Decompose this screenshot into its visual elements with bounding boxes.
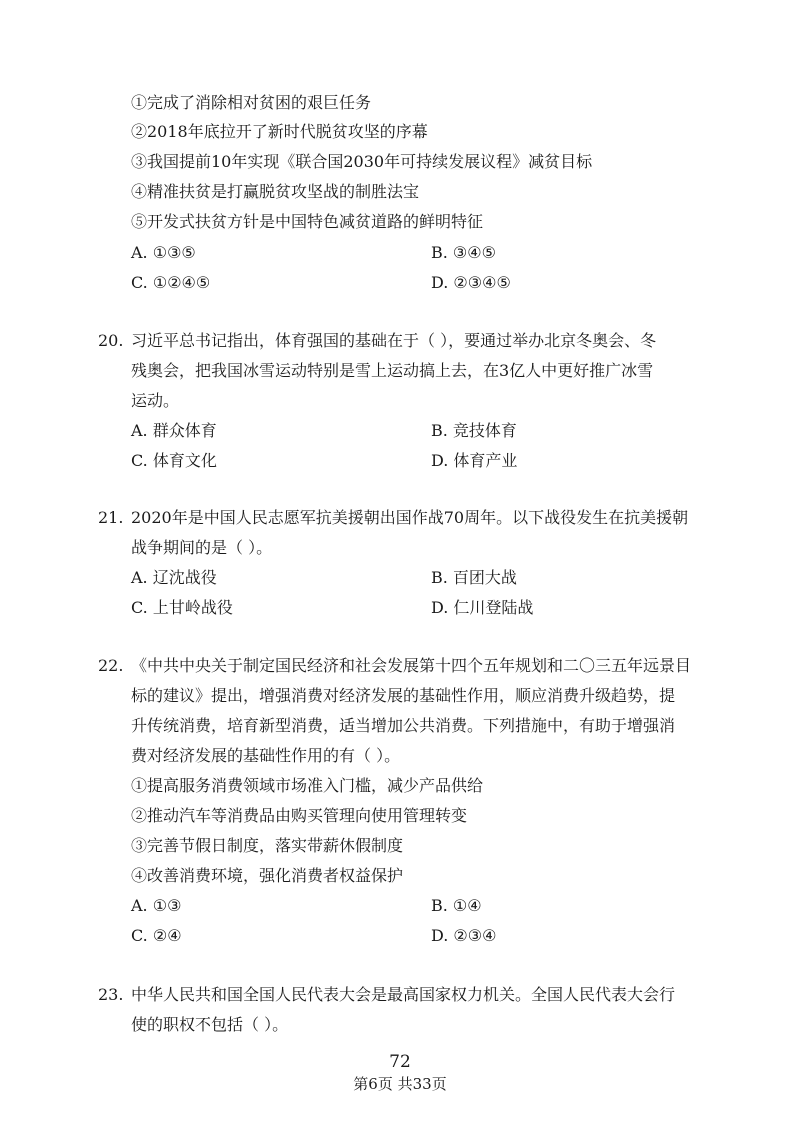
- option-b: B. 竞技体育: [431, 421, 517, 440]
- question-text: 中华人民共和国全国人民代表大会是最高国家权力机关。全国人民代表大会行: [131, 985, 676, 1004]
- question-text: 战争期间的是（ ）。: [131, 538, 273, 557]
- page-info: 第6页 共33页: [353, 1075, 447, 1093]
- option-c: C. 上甘岭战役: [131, 598, 233, 617]
- statement: ③我国提前10年实现《联合国2030年可持续发展议程》减贫目标: [131, 152, 593, 171]
- question-text: 《中共中央关于制定国民经济和社会发展第十四个五年规划和二〇三五年远景目: [131, 656, 692, 675]
- option-d: D. 体育产业: [431, 451, 518, 470]
- option-d: D. ②③④: [431, 926, 497, 945]
- statement: ①提高服务消费领域市场准入门槛，减少产品供给: [131, 776, 484, 795]
- statement: ⑤开发式扶贫方针是中国特色减贫道路的鲜明特征: [131, 212, 484, 231]
- question-number: 20.: [98, 331, 124, 350]
- option-b: B. 百团大战: [431, 568, 517, 587]
- option-c: C. ②④: [131, 926, 182, 945]
- page-number: 72: [389, 1052, 411, 1072]
- statement: ②2018年底拉开了新时代脱贫攻坚的序幕: [131, 122, 428, 141]
- option-b: B. ①④: [431, 896, 482, 915]
- question-text: 标的建议》提出，增强消费对经济发展的基础性作用，顺应消费升级趋势，提: [131, 686, 676, 705]
- question-text: 运动。: [131, 391, 180, 410]
- option-d: D. 仁川登陆战: [431, 598, 534, 617]
- option-c: C. 体育文化: [131, 451, 217, 470]
- question-number: 22.: [98, 656, 124, 675]
- statement: ③完善节假日制度，落实带薪休假制度: [131, 836, 404, 855]
- option-a: A. ①③: [131, 896, 182, 915]
- option-d: D. ②③④⑤: [431, 273, 511, 292]
- statement: ①完成了消除相对贫困的艰巨任务: [131, 93, 372, 112]
- question-text: 使的职权不包括（ ）。: [131, 1015, 289, 1034]
- question-text: 费对经济发展的基础性作用的有（ ）。: [131, 746, 401, 765]
- question-text: 升传统消费，培育新型消费，适当增加公共消费。下列措施中，有助于增强消: [131, 716, 676, 735]
- statement: ④精准扶贫是打赢脱贫攻坚战的制胜法宝: [131, 182, 420, 201]
- question-number: 21.: [98, 508, 124, 527]
- option-c: C. ①②④⑤: [131, 273, 211, 292]
- question-text: 残奥会，把我国冰雪运动特别是雪上运动搞上去，在3亿人中更好推广冰雪: [131, 361, 654, 380]
- option-a: A. 群众体育: [131, 421, 217, 440]
- option-a: A. 辽沈战役: [131, 568, 217, 587]
- statement: ④改善消费环境，强化消费者权益保护: [131, 866, 404, 885]
- option-a: A. ①③⑤: [131, 243, 196, 262]
- statement: ②推动汽车等消费品由购买管理向使用管理转变: [131, 806, 468, 825]
- question-number: 23.: [98, 985, 124, 1004]
- question-text: 2020年是中国人民志愿军抗美援朝出国作战70周年。以下战役发生在抗美援朝: [131, 508, 689, 527]
- question-text: 习近平总书记指出，体育强国的基础在于（ ），要通过举办北京冬奥会、冬: [131, 331, 657, 350]
- option-b: B. ③④⑤: [431, 243, 496, 262]
